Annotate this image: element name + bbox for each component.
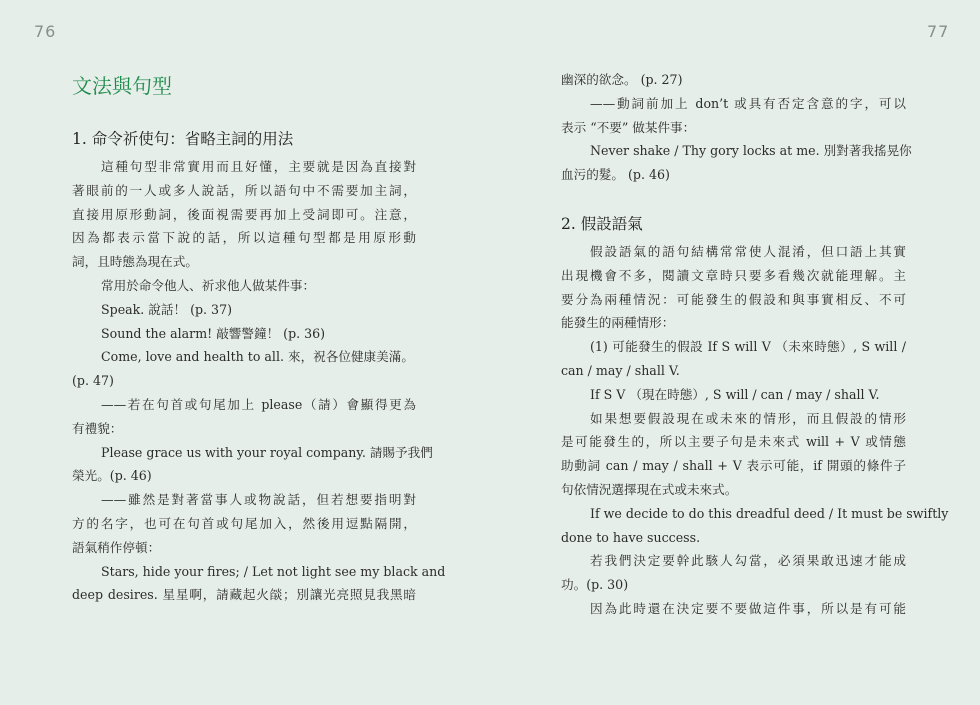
text-line: ——若在句首或句尾加上 please（請）會顯得更為 (101, 396, 416, 412)
text-line: 這種句型非常實用而且好懂，主要就是因為直接對 (101, 159, 416, 174)
example-line: Stars, hide your fires; / Let not light see my black and (101, 563, 446, 579)
text-line: 因為都表示當下說的話，所以這種句型都是用原形動 (72, 230, 416, 246)
text-line: 常用於命令他人、祈求他人做某件事： (101, 277, 316, 293)
text-line: 著眼前的一人或多人說話，所以語句中不需要加主詞， (72, 182, 416, 198)
text-line: 助動詞 can / may / shall + V 表示可能，if 開頭的條件子 (561, 458, 906, 474)
example-line: 榮光。(p. 46) (72, 468, 152, 484)
formula-line: (1) 可能發生的假設 If S will V （未來時態）, S will / (590, 339, 906, 355)
text-line: 是可能發生的，所以主要子句是未來式 will + V 或情態 (561, 434, 906, 450)
chapter-title: 文法與句型 (72, 74, 172, 98)
page-number-left: 76 (34, 22, 57, 41)
example-line: Never shake / Thy gory locks at me. 別對著我搖晃你 (590, 143, 912, 159)
right-body-text-top (561, 68, 912, 187)
formula-line: can / may / shall V. (561, 362, 680, 378)
text-line: ——雖然是對著當事人或物說話，但若想要指明對 (101, 492, 416, 508)
text-line: 有禮貌： (72, 420, 123, 436)
example-line: 若我們決定要幹此駭人勾當，必須果敢迅速才能成 (590, 553, 906, 569)
text-line: 直接用原形動詞，後面視需要再加上受詞即可。注意， (72, 206, 416, 222)
example-line: Please grace us with your royal company. 請賜予我們 (101, 444, 433, 460)
example-line: Sound the alarm! 敲響警鐘！ (p. 36) (101, 325, 326, 341)
section-title-subjunctive: 2. 假設語氣 (561, 215, 643, 233)
text-line: 出現機會不多，閱讀文章時只要多看幾次就能理解。主 (561, 267, 906, 283)
text-line: 假設語氣的語句結構常常使人混淆，但口語上其實 (590, 244, 906, 259)
text-line: 語氣稍作停頓： (72, 539, 161, 555)
section-title-imperative: 1. 命令祈使句：省略主詞的用法 (72, 130, 294, 148)
example-line: 血污的髮。 (p. 46) (561, 167, 670, 183)
example-line: (p. 47) (72, 373, 114, 389)
example-line: If we decide to do this dreadful deed / It must be swiftly (590, 505, 949, 521)
example-line: Come, love and health to all. 來，祝各位健康美滿。 (101, 349, 414, 365)
example-line: 幽深的欲念。 (p. 27) (561, 72, 683, 87)
text-line: 如果想要假設現在或未來的情形，而且假設的情形 (590, 410, 906, 426)
right-body-text-bottom (561, 240, 949, 621)
text-line: 表示 “不要” 做某件事： (561, 119, 696, 135)
text-line: 能發生的兩種情形： (561, 315, 675, 331)
text-line: ——動詞前加上 don’t 或具有否定含意的字，可以 (590, 95, 906, 111)
example-line: done to have success. (561, 529, 701, 545)
text-line: 要分為兩種情況：可能發生的假設和與事實相反、不可 (561, 291, 906, 307)
text-line: 詞，且時態為現在式。 (72, 254, 198, 270)
left-body-text (72, 155, 446, 607)
text-line: 因為此時還在決定要不要做這件事，所以是有可能 (590, 600, 906, 616)
formula-line: If S V （現在時態）, S will / can / may / shall V. (590, 386, 880, 402)
example-line: 功。(p. 30) (561, 577, 629, 593)
example-line: Speak. 說話！ (p. 37) (101, 301, 232, 317)
text-line: 方的名字，也可在句首或句尾加入，然後用逗點隔開， (72, 515, 416, 531)
example-line: deep desires. 星星啊，請藏起火燄；別讓光亮照見我黑暗 (72, 587, 416, 603)
text-line: 句依情況選擇現在式或未來式。 (561, 481, 738, 497)
page-number-right: 77 (927, 22, 950, 41)
